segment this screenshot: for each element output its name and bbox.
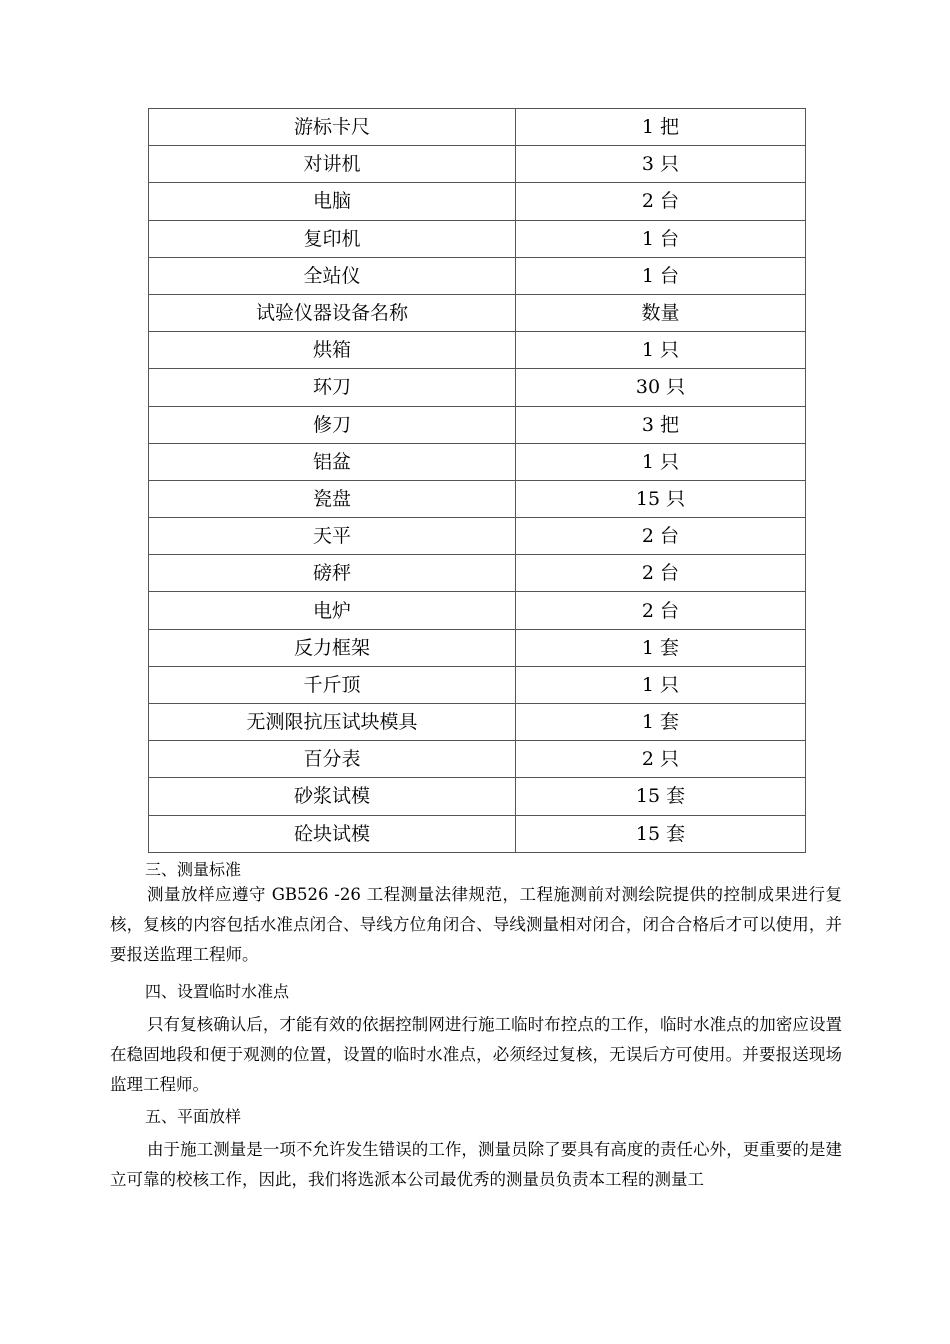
table-row (149, 629, 806, 666)
equipment-name-cell: 烘箱 (149, 332, 516, 369)
table-row (149, 183, 806, 220)
equipment-quantity-cell: 1 只 (516, 666, 806, 703)
table-row (149, 443, 806, 480)
equipment-name-cell: 游标卡尺 (149, 109, 516, 146)
equipment-quantity-cell: 2 只 (516, 741, 806, 778)
equipment-quantity-cell: 1 台 (516, 220, 806, 257)
table-row (149, 109, 806, 146)
equipment-quantity-cell: 1 台 (516, 257, 806, 294)
equipment-quantity-cell: 15 只 (516, 480, 806, 517)
equipment-name-cell: 百分表 (149, 741, 516, 778)
equipment-name-cell: 无测限抗压试块模具 (149, 704, 516, 741)
equipment-quantity-cell: 15 套 (516, 778, 806, 815)
section-3-paragraph: 测量放样应遵守 GB526 -26 工程测量法律规范，工程施测前对测绘院提供的控制成果进行复核，复核的内容包括水准点闭合、导线方位角闭合、导线测量相对闭合，闭合合格后才可以使用，并要报送监理工程师。 (110, 885, 842, 964)
equipment-quantity-cell: 1 把 (516, 109, 806, 146)
equipment-name-cell: 天平 (149, 518, 516, 555)
equipment-name-cell: 磅秤 (149, 555, 516, 592)
equipment-name-cell: 对讲机 (149, 146, 516, 183)
equipment-name-cell: 全站仪 (149, 257, 516, 294)
table-row (149, 294, 806, 331)
equipment-quantity-cell: 2 台 (516, 592, 806, 629)
table-row (149, 257, 806, 294)
table-row (149, 480, 806, 517)
equipment-quantity-cell: 2 台 (516, 555, 806, 592)
table-row (149, 741, 806, 778)
table-row (149, 555, 806, 592)
equipment-name-cell: 反力框架 (149, 629, 516, 666)
equipment-quantity-cell: 15 套 (516, 815, 806, 852)
equipment-name-cell: 砼块试模 (149, 815, 516, 852)
equipment-name-cell: 修刀 (149, 406, 516, 443)
equipment-table (148, 108, 806, 853)
table-row (149, 592, 806, 629)
table-row (149, 666, 806, 703)
table-row (149, 406, 806, 443)
equipment-name-cell: 电脑 (149, 183, 516, 220)
section-5-paragraph: 由于施工测量是一项不允许发生错误的工作，测量员除了要具有高度的责任心外，更重要的是建立可靠的校核工作，因此，我们将选派本公司最优秀的测量员负责本工程的测量工 (110, 1140, 842, 1189)
equipment-quantity-cell: 数量 (516, 294, 806, 331)
table-row (149, 332, 806, 369)
equipment-quantity-cell: 2 台 (516, 183, 806, 220)
equipment-quantity-cell: 1 套 (516, 704, 806, 741)
section-4-heading: 四、设置临时水准点 (145, 982, 290, 1001)
equipment-name-cell: 电炉 (149, 592, 516, 629)
equipment-name-cell: 试验仪器设备名称 (149, 294, 516, 331)
equipment-quantity-cell: 1 只 (516, 332, 806, 369)
equipment-name-cell: 复印机 (149, 220, 516, 257)
table-row (149, 369, 806, 406)
equipment-quantity-cell: 3 把 (516, 406, 806, 443)
equipment-name-cell: 砂浆试模 (149, 778, 516, 815)
equipment-name-cell: 环刀 (149, 369, 516, 406)
equipment-quantity-cell: 1 套 (516, 629, 806, 666)
table-row (149, 778, 806, 815)
equipment-quantity-cell: 3 只 (516, 146, 806, 183)
equipment-quantity-cell: 30 只 (516, 369, 806, 406)
table-row (149, 146, 806, 183)
table-row (149, 220, 806, 257)
section-4-paragraph: 只有复核确认后，才能有效的依据控制网进行施工临时布控点的工作，临时水准点的加密应设置在稳固地段和便于观测的位置，设置的临时水准点，必须经过复核，无误后方可使用。并要报送现场监理工程师。 (110, 1015, 842, 1094)
section-3-heading: 三、测量标准 (145, 860, 242, 879)
table-row (149, 518, 806, 555)
equipment-quantity-cell: 1 只 (516, 443, 806, 480)
equipment-table-body (149, 109, 806, 853)
equipment-name-cell: 瓷盘 (149, 480, 516, 517)
table-row (149, 815, 806, 852)
equipment-name-cell: 千斤顶 (149, 666, 516, 703)
table-row (149, 704, 806, 741)
section-5-heading: 五、平面放样 (145, 1107, 242, 1126)
equipment-quantity-cell: 2 台 (516, 518, 806, 555)
equipment-name-cell: 铝盆 (149, 443, 516, 480)
